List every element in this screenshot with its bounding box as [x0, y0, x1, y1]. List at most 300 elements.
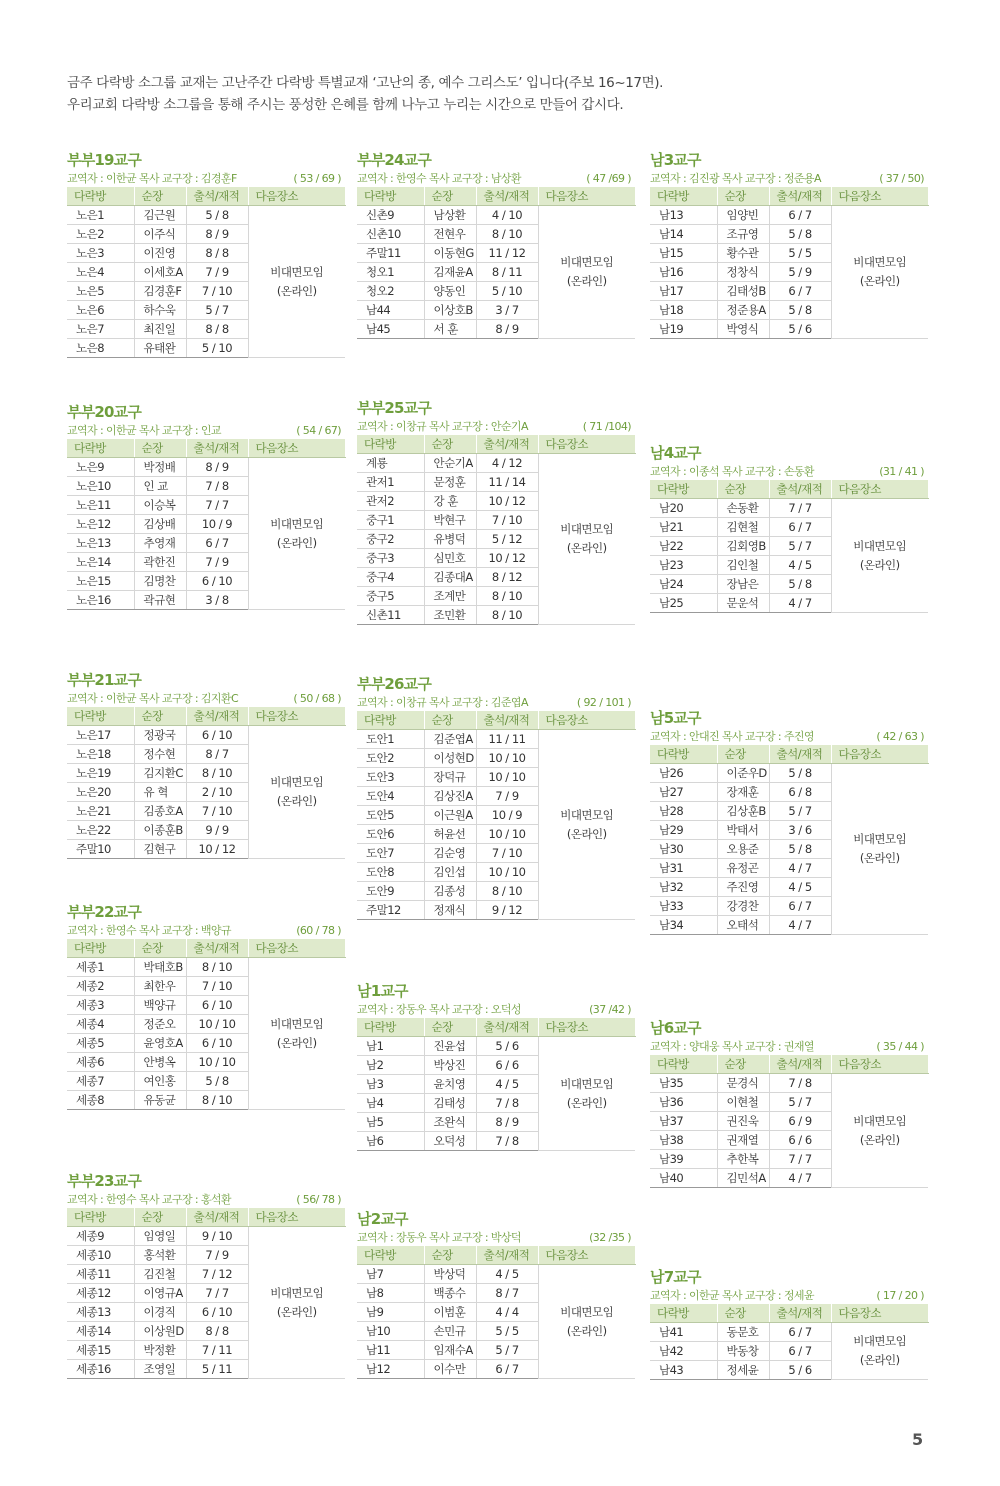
cell-group: 노은11 [67, 496, 134, 515]
cell-attendance: 6 / 7 [769, 206, 831, 225]
column-header: 순장 [134, 187, 186, 206]
table-row [357, 1265, 635, 1284]
column-header: 다음장소 [831, 1304, 928, 1323]
column-header: 순장 [424, 187, 476, 206]
district-staff: 교역자 : 양대웅 목사 교구장 : 권재열 [650, 1040, 814, 1053]
column-header: 다락방 [67, 1208, 134, 1227]
cell-leader: 정세윤 [717, 1361, 769, 1380]
column-header: 출석/재적 [476, 1018, 538, 1037]
cell-group: 남25 [650, 594, 717, 613]
cell-group: 중구2 [357, 530, 424, 549]
cell-attendance: 5 / 6 [476, 1037, 538, 1056]
cell-next-place: 비대면모임 (온라인) [831, 1074, 928, 1188]
cell-attendance: 8 / 7 [476, 1284, 538, 1303]
cell-attendance: 7 / 10 [186, 802, 248, 821]
cell-group: 노은20 [67, 783, 134, 802]
attendance-table [67, 939, 346, 1110]
cell-leader: 권재열 [717, 1131, 769, 1150]
column-header: 출석/재적 [476, 711, 538, 730]
cell-attendance: 7 / 9 [186, 553, 248, 572]
cell-group: 청오2 [357, 282, 424, 301]
column-header: 다락방 [357, 711, 424, 730]
attendance-table [67, 439, 346, 610]
cell-leader: 김태성 [424, 1094, 476, 1113]
cell-leader: 이범훈 [424, 1303, 476, 1322]
cell-group: 남9 [357, 1303, 424, 1322]
cell-attendance: 7 / 7 [186, 496, 248, 515]
district-meta [357, 170, 635, 187]
cell-attendance: 6 / 10 [186, 572, 248, 591]
cell-leader: 안병옥 [134, 1053, 186, 1072]
cell-attendance: 4 / 7 [769, 1169, 831, 1188]
cell-group: 도안2 [357, 749, 424, 768]
cell-attendance: 10 / 10 [476, 863, 538, 882]
cell-attendance: 7 / 8 [476, 1132, 538, 1151]
attendance-table [650, 1055, 929, 1188]
column-header: 출석/재적 [769, 480, 831, 499]
cell-attendance: 11 / 11 [476, 730, 538, 749]
district-group [650, 1018, 928, 1188]
cell-leader: 임양빈 [717, 206, 769, 225]
cell-next-place: 비대면모임 (온라인) [248, 726, 345, 859]
cell-leader: 조민환 [424, 606, 476, 625]
cell-group: 도안6 [357, 825, 424, 844]
cell-leader: 유병덕 [424, 530, 476, 549]
cell-attendance: 5 / 8 [769, 225, 831, 244]
cell-group: 남6 [357, 1132, 424, 1151]
table-row [650, 1074, 928, 1093]
cell-attendance: 2 / 10 [186, 783, 248, 802]
intro-text [67, 72, 947, 116]
cell-leader: 손동환 [717, 499, 769, 518]
attendance-table [650, 187, 929, 339]
cell-leader: 박동창 [717, 1342, 769, 1361]
cell-attendance: 6 / 8 [769, 783, 831, 802]
cell-group: 신촌9 [357, 206, 424, 225]
district-group [357, 674, 635, 920]
column-header: 출석/재적 [186, 439, 248, 458]
cell-leader: 추영재 [134, 534, 186, 553]
cell-leader: 최한우 [134, 977, 186, 996]
table-row [357, 454, 635, 473]
district-group [650, 708, 928, 935]
cell-attendance: 4 / 5 [476, 1265, 538, 1284]
district-title: 남2교구 [357, 1210, 408, 1228]
district-meta [650, 1038, 928, 1055]
cell-leader: 윤영호A [134, 1034, 186, 1053]
attendance-total: ( 35 / 44 ) [876, 1040, 924, 1053]
cell-attendance: 8 / 12 [476, 568, 538, 587]
cell-attendance: 3 / 6 [769, 821, 831, 840]
attendance-total: (37 /42 ) [589, 1003, 631, 1016]
cell-leader: 정창식 [717, 263, 769, 282]
cell-leader: 유 혁 [134, 783, 186, 802]
attendance-table [357, 187, 636, 339]
cell-attendance: 6 / 7 [769, 1342, 831, 1361]
cell-attendance: 10 / 10 [476, 825, 538, 844]
cell-attendance: 8 / 11 [476, 263, 538, 282]
column-header: 순장 [717, 187, 769, 206]
cell-attendance: 5 / 6 [769, 1361, 831, 1380]
cell-group: 청오1 [357, 263, 424, 282]
cell-attendance: 8 / 10 [476, 606, 538, 625]
cell-next-place: 비대면모임 (온라인) [248, 458, 345, 610]
district-staff: 교역자 : 한영수 목사 교구장 : 홍석환 [67, 1193, 231, 1206]
column-header: 순장 [717, 745, 769, 764]
column-header: 다락방 [67, 707, 134, 726]
column-header: 출석/재적 [769, 1304, 831, 1323]
cell-leader: 문정훈 [424, 473, 476, 492]
cell-leader: 강 훈 [424, 492, 476, 511]
district-staff: 교역자 : 한영수 목사 교구장 : 남상환 [357, 172, 521, 185]
column-header: 다음장소 [248, 187, 345, 206]
cell-group: 노은2 [67, 225, 134, 244]
attendance-total: ( 92 / 101 ) [576, 696, 631, 709]
cell-group: 노은14 [67, 553, 134, 572]
cell-group: 노은9 [67, 458, 134, 477]
cell-attendance: 8 / 9 [186, 225, 248, 244]
column-header: 다락방 [357, 1018, 424, 1037]
column-header: 순장 [424, 1246, 476, 1265]
cell-group: 세종14 [67, 1322, 134, 1341]
cell-attendance: 7 / 7 [769, 1150, 831, 1169]
column-header: 순장 [424, 1018, 476, 1037]
table-row [67, 726, 345, 745]
cell-next-place: 비대면모임 (온라인) [538, 1037, 635, 1151]
district-meta [650, 463, 928, 480]
cell-group: 남8 [357, 1284, 424, 1303]
district-title: 남1교구 [357, 982, 408, 1000]
column-header: 다음장소 [538, 1018, 635, 1037]
cell-group: 남44 [357, 301, 424, 320]
cell-leader: 박태서 [717, 821, 769, 840]
cell-group: 남15 [650, 244, 717, 263]
district-meta [67, 690, 345, 707]
attendance-table [67, 1208, 346, 1379]
cell-leader: 이진영 [134, 244, 186, 263]
cell-leader: 임영일 [134, 1227, 186, 1246]
district-group [67, 902, 345, 1110]
cell-attendance: 5 / 7 [186, 301, 248, 320]
cell-attendance: 7 / 7 [186, 1284, 248, 1303]
cell-group: 남43 [650, 1361, 717, 1380]
cell-leader: 이수만 [424, 1360, 476, 1379]
district-title: 부부20교구 [67, 403, 142, 421]
cell-attendance: 8 / 9 [186, 458, 248, 477]
cell-attendance: 7 / 9 [186, 1246, 248, 1265]
cell-attendance: 7 / 8 [186, 477, 248, 496]
district-group [67, 150, 345, 358]
district-staff: 교역자 : 이창규 목사 교구장 : 안순기A [357, 420, 528, 433]
district-meta [650, 170, 928, 187]
cell-leader: 문경식 [717, 1074, 769, 1093]
cell-attendance: 7 / 12 [186, 1265, 248, 1284]
column-header: 다음장소 [538, 435, 635, 454]
column-header: 출석/재적 [186, 939, 248, 958]
cell-group: 남27 [650, 783, 717, 802]
cell-group: 신촌11 [357, 606, 424, 625]
cell-leader: 조계만 [424, 587, 476, 606]
cell-group: 남37 [650, 1112, 717, 1131]
cell-group: 중구4 [357, 568, 424, 587]
column-header: 순장 [134, 707, 186, 726]
cell-group: 세종1 [67, 958, 134, 977]
cell-group: 노은4 [67, 263, 134, 282]
table-row [67, 1227, 345, 1246]
cell-attendance: 8 / 10 [186, 764, 248, 783]
cell-attendance: 8 / 7 [186, 745, 248, 764]
cell-group: 세종2 [67, 977, 134, 996]
column-header: 출석/재적 [476, 435, 538, 454]
column-header: 다락방 [650, 745, 717, 764]
cell-next-place: 비대면모임 (온라인) [831, 764, 928, 935]
cell-group: 세종10 [67, 1246, 134, 1265]
cell-attendance: 11 / 12 [476, 244, 538, 263]
cell-group: 남11 [357, 1341, 424, 1360]
cell-leader: 조영일 [134, 1360, 186, 1379]
cell-attendance: 5 / 7 [769, 537, 831, 556]
cell-group: 남29 [650, 821, 717, 840]
cell-leader: 김종대A [424, 568, 476, 587]
cell-leader: 오용준 [717, 840, 769, 859]
cell-leader: 이경직 [134, 1303, 186, 1322]
cell-group: 계룡 [357, 454, 424, 473]
district-group [357, 1209, 635, 1379]
cell-group: 도안5 [357, 806, 424, 825]
cell-next-place: 비대면모임 (온라인) [831, 206, 928, 339]
cell-group: 세종11 [67, 1265, 134, 1284]
cell-leader: 김지환C [134, 764, 186, 783]
district-meta [357, 1001, 635, 1018]
cell-attendance: 10 / 9 [186, 515, 248, 534]
cell-leader: 장남은 [717, 575, 769, 594]
attendance-total: (31 / 41 ) [879, 465, 924, 478]
cell-group: 남34 [650, 916, 717, 935]
district-title: 부부24교구 [357, 151, 432, 169]
column-header: 다락방 [650, 187, 717, 206]
cell-leader: 장덕규 [424, 768, 476, 787]
cell-group: 남22 [650, 537, 717, 556]
cell-leader: 백양규 [134, 996, 186, 1015]
cell-leader: 박정환 [134, 1341, 186, 1360]
cell-group: 관저2 [357, 492, 424, 511]
cell-attendance: 10 / 10 [186, 1015, 248, 1034]
cell-leader: 이주식 [134, 225, 186, 244]
table-row [650, 206, 928, 225]
cell-attendance: 6 / 6 [476, 1056, 538, 1075]
intro-line-1: 금주 다락방 소그룹 교재는 고난주간 다락방 특별교재 ‘고난의 종, 예수 그리스도’ 입니다(주보 16~17면). [67, 75, 664, 91]
cell-next-place: 비대면모임 (온라인) [538, 206, 635, 339]
cell-attendance: 8 / 8 [186, 1322, 248, 1341]
cell-attendance: 6 / 10 [186, 1303, 248, 1322]
cell-attendance: 10 / 12 [186, 840, 248, 859]
cell-attendance: 4 / 5 [476, 1075, 538, 1094]
attendance-total: ( 42 / 63 ) [876, 730, 924, 743]
column-header: 출석/재적 [476, 187, 538, 206]
cell-group: 남13 [650, 206, 717, 225]
cell-leader: 유정곤 [717, 859, 769, 878]
cell-group: 남28 [650, 802, 717, 821]
cell-leader: 김상훈B [717, 802, 769, 821]
cell-group: 노은18 [67, 745, 134, 764]
cell-attendance: 4 / 7 [769, 594, 831, 613]
column-header: 다음장소 [248, 939, 345, 958]
attendance-table [357, 1018, 636, 1151]
cell-leader: 주진영 [717, 878, 769, 897]
cell-group: 남23 [650, 556, 717, 575]
cell-attendance: 7 / 8 [476, 1094, 538, 1113]
cell-attendance: 6 / 10 [186, 726, 248, 745]
cell-group: 노은16 [67, 591, 134, 610]
cell-leader: 남상환 [424, 206, 476, 225]
cell-leader: 김태성B [717, 282, 769, 301]
district-group [67, 670, 345, 859]
column-header: 순장 [134, 1208, 186, 1227]
district-group [650, 443, 928, 613]
cell-group: 남17 [650, 282, 717, 301]
district-meta [650, 1287, 928, 1304]
cell-group: 남26 [650, 764, 717, 783]
cell-group: 남1 [357, 1037, 424, 1056]
cell-next-place: 비대면모임 (온라인) [248, 1227, 345, 1379]
cell-attendance: 7 / 10 [186, 977, 248, 996]
cell-next-place: 비대면모임 (온라인) [831, 499, 928, 613]
cell-attendance: 10 / 9 [476, 806, 538, 825]
column-header: 다락방 [67, 187, 134, 206]
cell-attendance: 7 / 9 [476, 787, 538, 806]
cell-leader: 허윤선 [424, 825, 476, 844]
cell-attendance: 6 / 9 [769, 1112, 831, 1131]
cell-attendance: 11 / 14 [476, 473, 538, 492]
attendance-table [650, 745, 929, 935]
table-row [357, 730, 635, 749]
cell-leader: 이준우D [717, 764, 769, 783]
cell-leader: 김상진A [424, 787, 476, 806]
cell-attendance: 6 / 10 [186, 1034, 248, 1053]
cell-attendance: 6 / 6 [769, 1131, 831, 1150]
cell-attendance: 4 / 5 [769, 556, 831, 575]
cell-leader: 전현우 [424, 225, 476, 244]
column-header: 다음장소 [831, 745, 928, 764]
cell-attendance: 6 / 7 [769, 282, 831, 301]
column-header: 순장 [717, 1055, 769, 1074]
attendance-total: (60 / 78 ) [296, 924, 341, 937]
column-header: 다음장소 [248, 439, 345, 458]
cell-attendance: 7 / 10 [476, 844, 538, 863]
district-title: 남4교구 [650, 444, 701, 462]
cell-attendance: 5 / 8 [769, 575, 831, 594]
attendance-table [67, 707, 346, 859]
cell-leader: 김상배 [134, 515, 186, 534]
cell-next-place: 비대면모임 (온라인) [538, 454, 635, 625]
cell-attendance: 4 / 7 [769, 859, 831, 878]
cell-attendance: 9 / 9 [186, 821, 248, 840]
cell-leader: 김인섭 [424, 863, 476, 882]
district-meta [67, 170, 345, 187]
cell-leader: 진윤섭 [424, 1037, 476, 1056]
cell-leader: 박상진 [424, 1056, 476, 1075]
cell-group: 노은21 [67, 802, 134, 821]
cell-group: 노은3 [67, 244, 134, 263]
cell-leader: 이근원A [424, 806, 476, 825]
table-row [650, 764, 928, 783]
cell-attendance: 6 / 7 [769, 518, 831, 537]
district-title: 부부26교구 [357, 675, 432, 693]
cell-leader: 이동현G [424, 244, 476, 263]
cell-attendance: 8 / 10 [476, 882, 538, 901]
column-header: 순장 [424, 435, 476, 454]
cell-leader: 김민석A [717, 1169, 769, 1188]
attendance-total: ( 53 / 69 ) [293, 172, 341, 185]
cell-attendance: 5 / 11 [186, 1360, 248, 1379]
cell-leader: 윤치영 [424, 1075, 476, 1094]
cell-leader: 이영규A [134, 1284, 186, 1303]
cell-leader: 이상호B [424, 301, 476, 320]
cell-attendance: 5 / 8 [186, 206, 248, 225]
cell-group: 남7 [357, 1265, 424, 1284]
district-title: 남7교구 [650, 1268, 701, 1286]
cell-leader: 박정배 [134, 458, 186, 477]
district-title: 남5교구 [650, 709, 701, 727]
column-header: 다락방 [650, 480, 717, 499]
cell-leader: 조규영 [717, 225, 769, 244]
cell-attendance: 8 / 10 [186, 1091, 248, 1110]
cell-group: 노은13 [67, 534, 134, 553]
cell-group: 남5 [357, 1113, 424, 1132]
cell-attendance: 6 / 7 [476, 1360, 538, 1379]
table-row [67, 958, 345, 977]
cell-group: 남10 [357, 1322, 424, 1341]
cell-leader: 김현구 [134, 840, 186, 859]
cell-group: 세종13 [67, 1303, 134, 1322]
cell-group: 남36 [650, 1093, 717, 1112]
cell-group: 관저1 [357, 473, 424, 492]
district-group [67, 1171, 345, 1379]
attendance-total: ( 50 / 68 ) [293, 692, 341, 705]
cell-leader: 박태호B [134, 958, 186, 977]
cell-leader: 김재윤A [424, 263, 476, 282]
column-header: 다락방 [650, 1055, 717, 1074]
cell-attendance: 9 / 10 [186, 1227, 248, 1246]
cell-group: 세종3 [67, 996, 134, 1015]
cell-group: 노은8 [67, 339, 134, 358]
cell-group: 세종15 [67, 1341, 134, 1360]
cell-leader: 이성현D [424, 749, 476, 768]
cell-leader: 백종수 [424, 1284, 476, 1303]
cell-attendance: 3 / 7 [476, 301, 538, 320]
column-header: 다락방 [357, 435, 424, 454]
cell-group: 세종9 [67, 1227, 134, 1246]
cell-leader: 최진일 [134, 320, 186, 339]
cell-group: 세종16 [67, 1360, 134, 1379]
column-header: 출석/재적 [769, 187, 831, 206]
table-row [357, 1037, 635, 1056]
cell-group: 노은10 [67, 477, 134, 496]
attendance-total: ( 47 /69 ) [586, 172, 631, 185]
column-header: 다락방 [357, 1246, 424, 1265]
cell-attendance: 10 / 10 [476, 768, 538, 787]
district-staff: 교역자 : 이한균 목사 교구장 : 정세윤 [650, 1289, 814, 1302]
district-staff: 교역자 : 이창규 목사 교구장 : 김준엽A [357, 696, 528, 709]
cell-leader: 하수욱 [134, 301, 186, 320]
cell-group: 남20 [650, 499, 717, 518]
cell-leader: 정준오 [134, 1015, 186, 1034]
cell-group: 남4 [357, 1094, 424, 1113]
attendance-table [357, 1246, 636, 1379]
cell-group: 남18 [650, 301, 717, 320]
column-header: 순장 [134, 439, 186, 458]
cell-attendance: 8 / 9 [476, 320, 538, 339]
